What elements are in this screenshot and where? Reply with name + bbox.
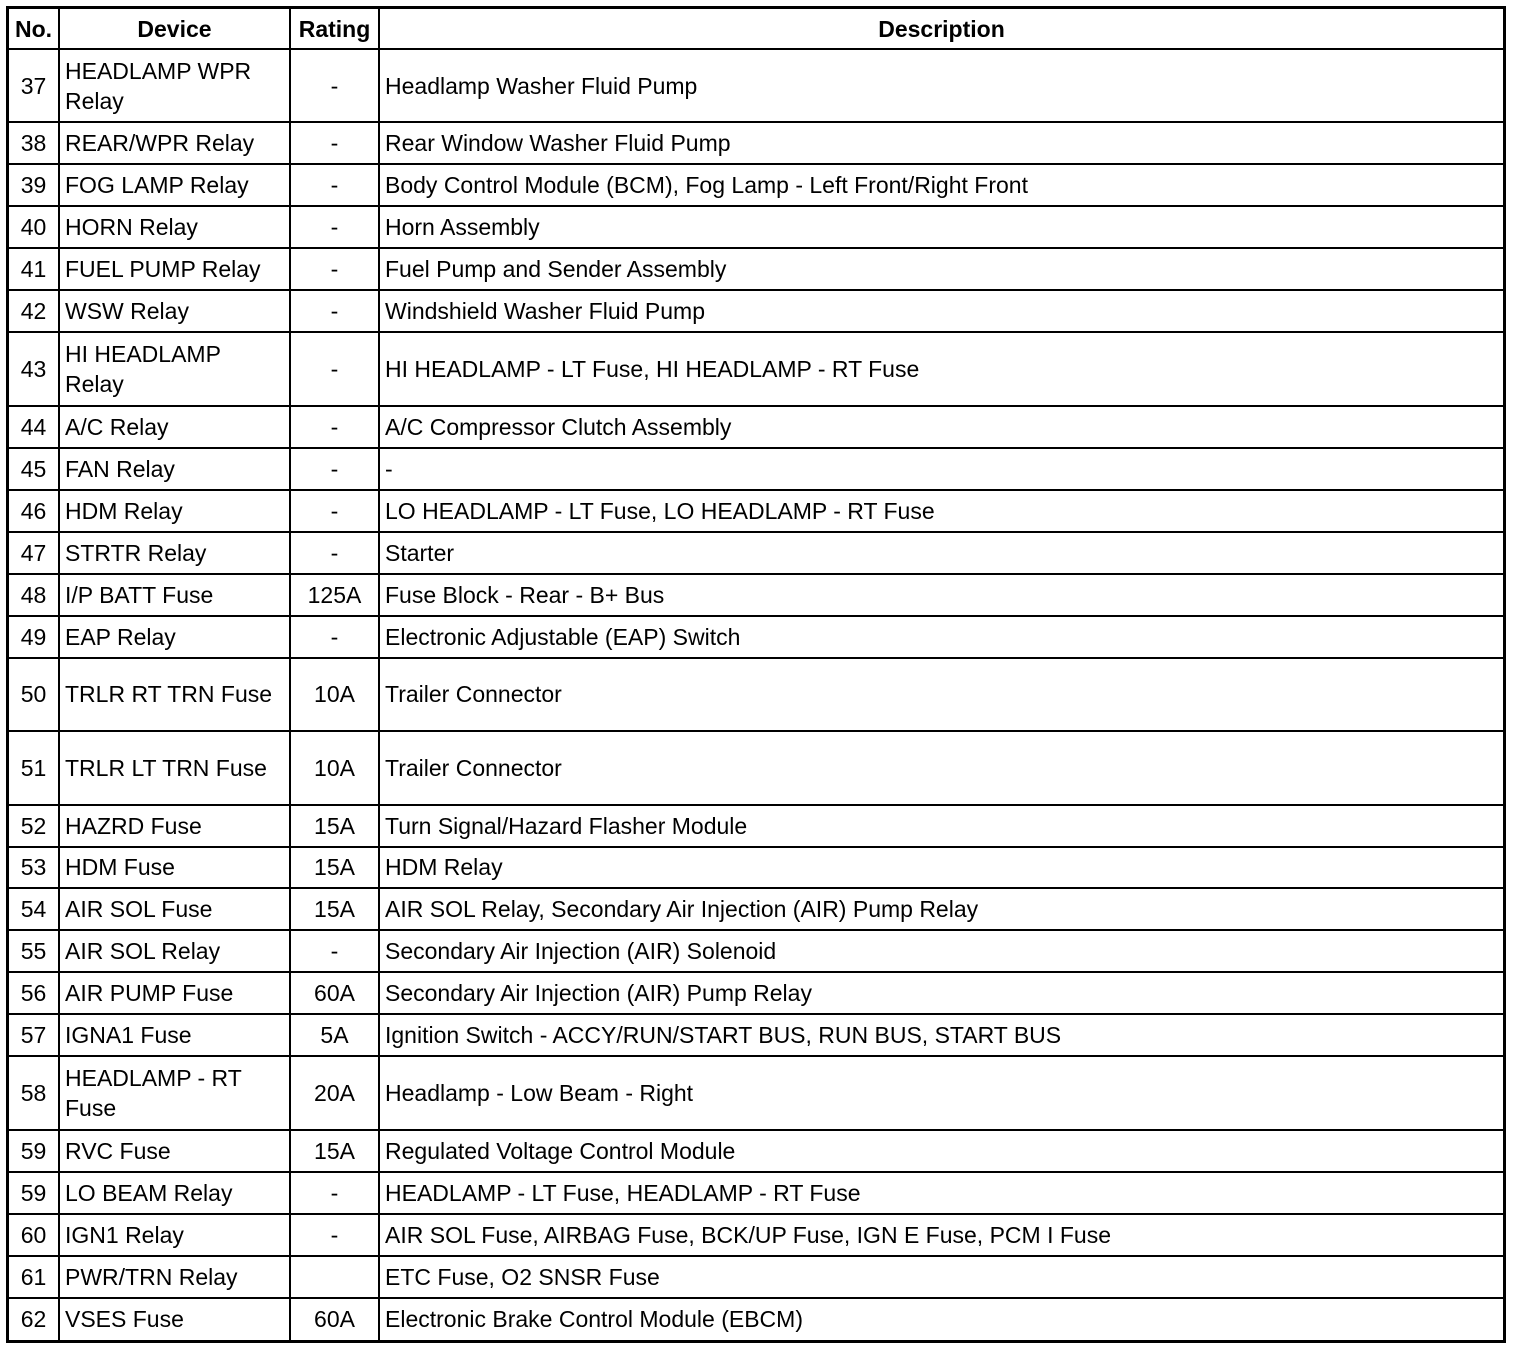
table-row bbox=[9, 490, 1503, 532]
cell-description: A/C Compressor Clutch Assembly bbox=[379, 406, 1503, 448]
cell-no: 59 bbox=[9, 1130, 59, 1172]
cell-description: Ignition Switch - ACCY/RUN/START BUS, RUN BUS, START BUS bbox=[379, 1014, 1503, 1056]
header-no: No. bbox=[9, 9, 59, 49]
table-row bbox=[9, 1172, 1503, 1214]
table-row bbox=[9, 206, 1503, 248]
table-row bbox=[9, 122, 1503, 164]
cell-no: 60 bbox=[9, 1214, 59, 1256]
cell-description: Headlamp - Low Beam - Right bbox=[379, 1056, 1503, 1129]
cell-description: Electronic Adjustable (EAP) Switch bbox=[379, 616, 1503, 658]
cell-device: HORN Relay bbox=[59, 206, 290, 248]
cell-device: HDM Relay bbox=[59, 490, 290, 532]
cell-no: 42 bbox=[9, 290, 59, 332]
cell-rating: - bbox=[290, 49, 379, 122]
table-row bbox=[9, 1214, 1503, 1256]
table-row bbox=[9, 1298, 1503, 1340]
cell-description: - bbox=[379, 448, 1503, 490]
table-row bbox=[9, 930, 1503, 972]
cell-rating: 10A bbox=[290, 731, 379, 804]
cell-no: 40 bbox=[9, 206, 59, 248]
cell-rating: - bbox=[290, 164, 379, 206]
cell-no: 58 bbox=[9, 1056, 59, 1129]
table-row bbox=[9, 1014, 1503, 1056]
cell-no: 41 bbox=[9, 248, 59, 290]
cell-description: Secondary Air Injection (AIR) Pump Relay bbox=[379, 972, 1503, 1014]
cell-description: Electronic Brake Control Module (EBCM) bbox=[379, 1298, 1503, 1340]
cell-description: AIR SOL Fuse, AIRBAG Fuse, BCK/UP Fuse, IGN E Fuse, PCM I Fuse bbox=[379, 1214, 1503, 1256]
fuse-relay-table bbox=[9, 9, 1503, 1340]
cell-device: REAR/WPR Relay bbox=[59, 122, 290, 164]
cell-description: Horn Assembly bbox=[379, 206, 1503, 248]
cell-device: HAZRD Fuse bbox=[59, 805, 290, 847]
table-row bbox=[9, 972, 1503, 1014]
cell-device: A/C Relay bbox=[59, 406, 290, 448]
cell-rating: 15A bbox=[290, 1130, 379, 1172]
cell-device: AIR SOL Relay bbox=[59, 930, 290, 972]
cell-rating: - bbox=[290, 406, 379, 448]
cell-no: 48 bbox=[9, 574, 59, 616]
cell-no: 52 bbox=[9, 805, 59, 847]
table-row bbox=[9, 574, 1503, 616]
cell-rating: 125A bbox=[290, 574, 379, 616]
cell-device: HEADLAMP WPR Relay bbox=[59, 49, 290, 122]
table-row bbox=[9, 164, 1503, 206]
table-row bbox=[9, 448, 1503, 490]
cell-description: Headlamp Washer Fluid Pump bbox=[379, 49, 1503, 122]
cell-no: 53 bbox=[9, 847, 59, 889]
fuse-relay-table-frame bbox=[6, 6, 1506, 1343]
cell-device: IGNA1 Fuse bbox=[59, 1014, 290, 1056]
cell-rating: 15A bbox=[290, 888, 379, 930]
cell-rating: 60A bbox=[290, 972, 379, 1014]
table-row bbox=[9, 290, 1503, 332]
cell-no: 46 bbox=[9, 490, 59, 532]
cell-device: PWR/TRN Relay bbox=[59, 1256, 290, 1298]
cell-no: 62 bbox=[9, 1298, 59, 1340]
table-row bbox=[9, 616, 1503, 658]
cell-description: Trailer Connector bbox=[379, 731, 1503, 804]
cell-description: ETC Fuse, O2 SNSR Fuse bbox=[379, 1256, 1503, 1298]
cell-description: Fuse Block - Rear - B+ Bus bbox=[379, 574, 1503, 616]
cell-device: FUEL PUMP Relay bbox=[59, 248, 290, 290]
cell-rating: - bbox=[290, 206, 379, 248]
cell-description: Body Control Module (BCM), Fog Lamp - Left Front/Right Front bbox=[379, 164, 1503, 206]
cell-device: VSES Fuse bbox=[59, 1298, 290, 1340]
cell-device: TRLR RT TRN Fuse bbox=[59, 658, 290, 731]
cell-rating: - bbox=[290, 616, 379, 658]
cell-no: 43 bbox=[9, 332, 59, 405]
cell-description: Secondary Air Injection (AIR) Solenoid bbox=[379, 930, 1503, 972]
cell-rating: 15A bbox=[290, 805, 379, 847]
cell-rating: - bbox=[290, 332, 379, 405]
cell-no: 44 bbox=[9, 406, 59, 448]
cell-device: FAN Relay bbox=[59, 448, 290, 490]
cell-description: HEADLAMP - LT Fuse, HEADLAMP - RT Fuse bbox=[379, 1172, 1503, 1214]
cell-device: I/P BATT Fuse bbox=[59, 574, 290, 616]
cell-rating: - bbox=[290, 490, 379, 532]
cell-device: AIR PUMP Fuse bbox=[59, 972, 290, 1014]
table-row bbox=[9, 332, 1503, 405]
cell-rating: - bbox=[290, 290, 379, 332]
table-row bbox=[9, 658, 1503, 731]
cell-device: HDM Fuse bbox=[59, 847, 290, 889]
cell-description: Turn Signal/Hazard Flasher Module bbox=[379, 805, 1503, 847]
cell-device: TRLR LT TRN Fuse bbox=[59, 731, 290, 804]
table-row bbox=[9, 1256, 1503, 1298]
cell-rating bbox=[290, 1256, 379, 1298]
cell-device: LO BEAM Relay bbox=[59, 1172, 290, 1214]
cell-device: EAP Relay bbox=[59, 616, 290, 658]
cell-no: 55 bbox=[9, 930, 59, 972]
cell-device: STRTR Relay bbox=[59, 532, 290, 574]
table-row bbox=[9, 49, 1503, 122]
cell-no: 57 bbox=[9, 1014, 59, 1056]
cell-description: Regulated Voltage Control Module bbox=[379, 1130, 1503, 1172]
cell-no: 39 bbox=[9, 164, 59, 206]
cell-device: IGN1 Relay bbox=[59, 1214, 290, 1256]
cell-description: AIR SOL Relay, Secondary Air Injection (AIR) Pump Relay bbox=[379, 888, 1503, 930]
header-rating: Rating bbox=[290, 9, 379, 49]
cell-description: Trailer Connector bbox=[379, 658, 1503, 731]
cell-no: 54 bbox=[9, 888, 59, 930]
cell-no: 61 bbox=[9, 1256, 59, 1298]
cell-device: HI HEADLAMP Relay bbox=[59, 332, 290, 405]
table-row bbox=[9, 1056, 1503, 1129]
cell-rating: - bbox=[290, 122, 379, 164]
cell-device: FOG LAMP Relay bbox=[59, 164, 290, 206]
cell-no: 51 bbox=[9, 731, 59, 804]
table-row bbox=[9, 847, 1503, 889]
cell-rating: - bbox=[290, 532, 379, 574]
table-body bbox=[9, 49, 1503, 1340]
table-row bbox=[9, 731, 1503, 804]
table-row bbox=[9, 248, 1503, 290]
cell-rating: 20A bbox=[290, 1056, 379, 1129]
table-row bbox=[9, 1130, 1503, 1172]
cell-rating: 60A bbox=[290, 1298, 379, 1340]
cell-description: Starter bbox=[379, 532, 1503, 574]
cell-no: 38 bbox=[9, 122, 59, 164]
cell-rating: 15A bbox=[290, 847, 379, 889]
table-row bbox=[9, 805, 1503, 847]
cell-rating: 10A bbox=[290, 658, 379, 731]
cell-description: HDM Relay bbox=[379, 847, 1503, 889]
table-row bbox=[9, 888, 1503, 930]
cell-no: 59 bbox=[9, 1172, 59, 1214]
header-device: Device bbox=[59, 9, 290, 49]
cell-description: Windshield Washer Fluid Pump bbox=[379, 290, 1503, 332]
header-description: Description bbox=[379, 9, 1503, 49]
cell-rating: - bbox=[290, 1214, 379, 1256]
table-row bbox=[9, 532, 1503, 574]
cell-description: HI HEADLAMP - LT Fuse, HI HEADLAMP - RT Fuse bbox=[379, 332, 1503, 405]
cell-device: RVC Fuse bbox=[59, 1130, 290, 1172]
table-row bbox=[9, 406, 1503, 448]
cell-description: Rear Window Washer Fluid Pump bbox=[379, 122, 1503, 164]
cell-device: WSW Relay bbox=[59, 290, 290, 332]
cell-no: 47 bbox=[9, 532, 59, 574]
cell-description: Fuel Pump and Sender Assembly bbox=[379, 248, 1503, 290]
table-header-row bbox=[9, 9, 1503, 49]
cell-rating: - bbox=[290, 930, 379, 972]
cell-rating: 5A bbox=[290, 1014, 379, 1056]
cell-no: 49 bbox=[9, 616, 59, 658]
cell-rating: - bbox=[290, 448, 379, 490]
cell-no: 50 bbox=[9, 658, 59, 731]
cell-no: 37 bbox=[9, 49, 59, 122]
cell-description: LO HEADLAMP - LT Fuse, LO HEADLAMP - RT Fuse bbox=[379, 490, 1503, 532]
cell-rating: - bbox=[290, 1172, 379, 1214]
cell-device: AIR SOL Fuse bbox=[59, 888, 290, 930]
cell-no: 45 bbox=[9, 448, 59, 490]
cell-no: 56 bbox=[9, 972, 59, 1014]
cell-rating: - bbox=[290, 248, 379, 290]
cell-device: HEADLAMP - RT Fuse bbox=[59, 1056, 290, 1129]
